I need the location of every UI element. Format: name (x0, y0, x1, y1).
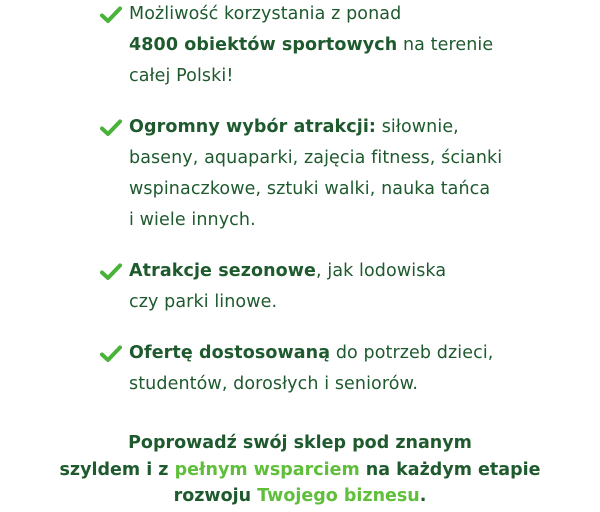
benefit-line: czy parki linowe. (129, 292, 278, 312)
cta-highlight: Twojego biznesu (257, 486, 420, 506)
checkmark-icon (100, 119, 122, 137)
cta-line: Poprowadź swój sklep pod znanym (128, 433, 472, 453)
cta-text: na każdym etapie (359, 459, 541, 480)
cta-line (0, 457, 600, 484)
benefit-text (129, 0, 569, 92)
benefit-line: studentów, dorosłych i seniorów. (129, 374, 419, 394)
benefit-line: całej Polski! (129, 66, 234, 86)
benefit-line: Możliwość korzystania z ponad (129, 4, 402, 24)
benefit-text (129, 112, 569, 236)
benefit-line: wspinaczkowe, sztuki walki, nauka tańca (129, 179, 491, 199)
benefit-highlight: 4800 obiektów sportowych (129, 35, 398, 55)
benefit-highlight: Ofertę dostosowaną (129, 343, 331, 363)
benefit-rest: siłownie, (376, 117, 459, 137)
benefit-highlight: Atrakcje sezonowe (129, 261, 317, 281)
benefit-line (129, 112, 569, 143)
benefit-rest: na terenie (397, 35, 494, 55)
cta-text: . (419, 486, 427, 506)
cta-text: szyldem i z (59, 459, 175, 480)
checkmark-icon (100, 263, 122, 281)
benefit-highlight: Ogromny wybór atrakcji: (129, 117, 377, 137)
checkmark-icon (100, 6, 122, 24)
benefit-line: i wiele innych. (129, 210, 256, 230)
call-to-action (0, 430, 600, 510)
benefit-line (129, 256, 569, 287)
benefit-line: baseny, aquaparki, zajęcia fitness, ścianki (129, 148, 503, 168)
benefit-line (129, 338, 569, 369)
cta-text: rozwoju (173, 486, 258, 506)
benefit-line (129, 30, 569, 61)
benefit-text (129, 256, 569, 318)
benefit-rest: , jak lodowiska (316, 261, 447, 281)
cta-line (0, 483, 600, 510)
checkmark-icon (100, 345, 122, 363)
cta-highlight: pełnym wsparciem (174, 459, 360, 480)
benefit-text (129, 338, 569, 400)
benefit-rest: do potrzeb dzieci, (330, 343, 494, 363)
